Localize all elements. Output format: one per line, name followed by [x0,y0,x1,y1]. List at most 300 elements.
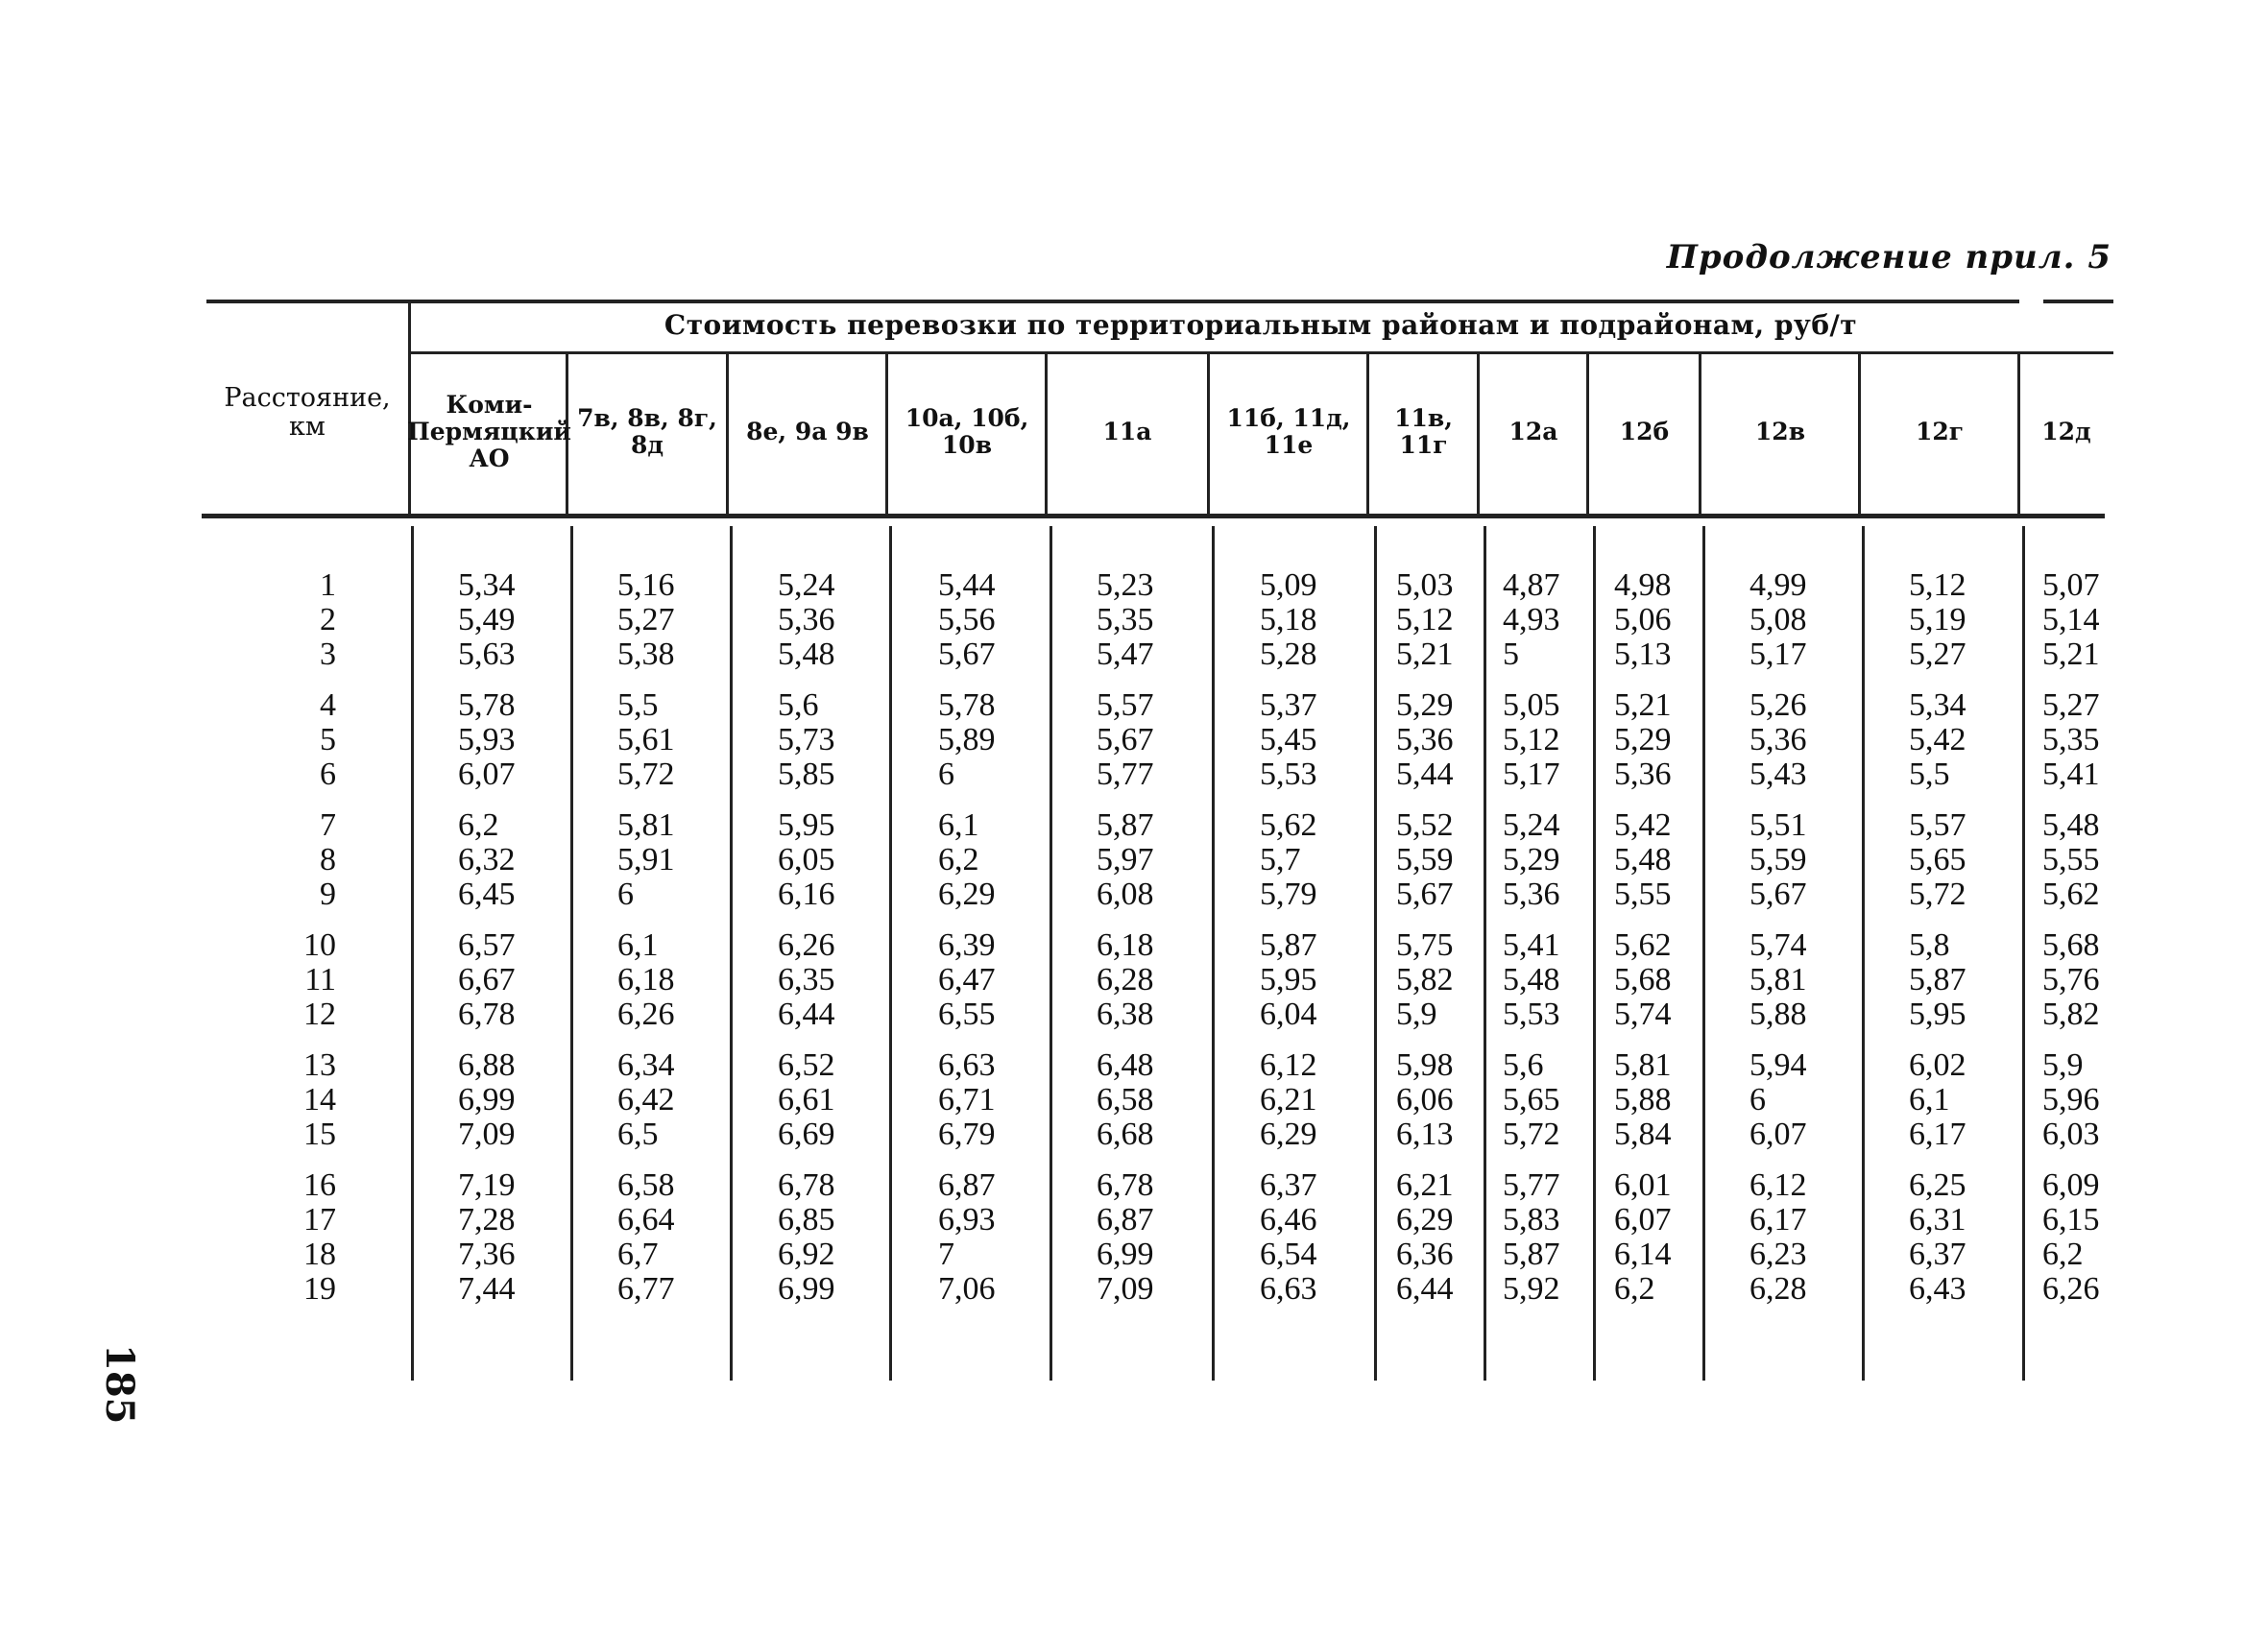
value-cell: 6,99 [1097,1237,1154,1272]
value-cell: 6,17 [1909,1117,1966,1152]
value-cell: 5,81 [617,807,675,843]
value-cell: 5,74 [1614,997,1672,1032]
row-group [1503,568,1560,672]
row-group [1097,688,1154,792]
row-group [269,688,336,792]
row-group [778,1168,835,1307]
distance-cell: 9 [320,877,336,912]
page-number: 185 [97,1344,142,1425]
row-group [1749,808,1807,912]
distance-cell: 4 [320,687,336,723]
value-column [1909,568,1966,1323]
value-cell: 5,62 [1260,807,1317,843]
value-cell: 5,63 [458,637,516,672]
value-cell: 5,84 [1614,1117,1672,1152]
value-cell: 5,35 [2042,722,2100,757]
value-cell: 5,28 [1260,637,1317,672]
value-cell: 6,57 [458,927,516,963]
row-group [617,1048,675,1152]
value-cell: 5,78 [938,687,996,723]
row-group [2042,1168,2100,1307]
value-cell: 5,62 [1614,927,1672,963]
value-cell: 6,88 [458,1047,516,1083]
value-cell: 5,95 [1260,962,1317,997]
value-cell: 5,45 [1260,722,1317,757]
row-group [1909,808,1966,912]
value-cell: 6,85 [778,1202,835,1238]
value-cell: 6,34 [617,1047,675,1083]
value-cell: 5,59 [1396,842,1454,877]
value-cell: 5,44 [938,567,996,603]
value-cell: 7,09 [458,1117,516,1152]
value-cell: 6 [1749,1082,1766,1117]
value-cell: 6,29 [938,877,996,912]
value-cell: 6,18 [1097,927,1154,963]
value-cell: 5,48 [2042,807,2100,843]
distance-cell: 16 [303,1167,336,1203]
row-group [1097,808,1154,912]
column-header: 11а [1102,418,1152,445]
row-group [1614,928,1672,1032]
distance-cell: 18 [303,1237,336,1272]
row-group [458,1048,516,1152]
body-divider [1593,526,1596,1381]
value-cell: 6,23 [1749,1237,1807,1272]
value-cell: 6,63 [938,1047,996,1083]
value-cell: 5,29 [1614,722,1672,757]
row-group [1749,1048,1807,1152]
value-cell: 5,29 [1396,687,1454,723]
column-header: 12г [1915,418,1965,445]
value-cell: 5,59 [1749,842,1807,877]
value-cell: 5,88 [1614,1082,1672,1117]
value-cell: 6,29 [1260,1117,1317,1152]
row-group [1909,928,1966,1032]
body-divider [1702,526,1705,1381]
value-cell: 5,12 [1396,602,1454,637]
row-group [1614,1168,1672,1307]
value-cell: 5,93 [458,722,516,757]
distance-column [269,568,336,1323]
row-group [1260,808,1317,912]
value-cell: 5,16 [617,567,675,603]
column-header: 8е, 9а 9в [746,418,869,445]
value-cell: 6,18 [617,962,675,997]
distance-cell: 7 [320,807,336,843]
column-header: 12б [1619,418,1670,445]
value-cell: 7,44 [458,1271,516,1307]
row-group [2042,568,2100,672]
value-cell: 6 [617,877,634,912]
value-cell: 6,02 [1909,1047,1966,1083]
body-divider [1212,526,1215,1381]
value-cell: 6,71 [938,1082,996,1117]
body-divider [411,526,414,1381]
caption: Продолжение прил. 5 [1666,238,2111,276]
value-column [1260,568,1317,1323]
row-group [1396,688,1454,792]
value-cell: 5,44 [1396,757,1454,792]
row-group [269,1168,336,1307]
row-group [1909,688,1966,792]
row-group [1097,1048,1154,1152]
value-cell: 5,77 [1097,757,1154,792]
value-cell: 6,07 [1614,1202,1672,1238]
value-cell: 5,57 [1097,687,1154,723]
value-cell: 6,37 [1260,1167,1317,1203]
value-cell: 5,87 [1260,927,1317,963]
row-group [938,808,996,912]
value-cell: 6,26 [2042,1271,2100,1307]
value-cell: 5,87 [1503,1237,1560,1272]
value-cell: 6,78 [458,997,516,1032]
value-cell: 5,48 [778,637,835,672]
header-distance: Расстояние, км [224,383,391,442]
value-cell: 5,27 [1909,637,1966,672]
row-group [269,1048,336,1152]
value-cell: 5,91 [617,842,675,877]
value-column [1097,568,1154,1323]
value-cell: 5,06 [1614,602,1672,637]
value-cell: 5,36 [1749,722,1807,757]
distance-cell: 2 [320,602,336,637]
value-cell: 5,68 [1614,962,1672,997]
value-cell: 5,12 [1909,567,1966,603]
row-group [1503,928,1560,1032]
row-group [617,1168,675,1307]
row-group [1260,928,1317,1032]
row-group [1614,568,1672,672]
distance-cell: 11 [304,962,336,997]
row-group [269,928,336,1032]
value-cell: 5,19 [1909,602,1966,637]
value-cell: 6,28 [1097,962,1154,997]
value-cell: 6,64 [617,1202,675,1238]
value-cell: 5,5 [617,687,659,723]
value-cell: 5,21 [1396,637,1454,672]
row-group [458,928,516,1032]
row-group [1396,568,1454,672]
row-group [1909,1048,1966,1152]
value-cell: 5,53 [1260,757,1317,792]
value-cell: 6,29 [1396,1202,1454,1238]
value-cell: 5,05 [1503,687,1560,723]
column-header: 7в, 8в, 8г, 8д [577,404,717,459]
value-cell: 6,35 [778,962,835,997]
row-group [1503,808,1560,912]
value-cell: 5,09 [1260,567,1317,603]
row-group [1614,808,1672,912]
header-divider [726,354,729,514]
distance-cell: 6 [320,757,336,792]
value-cell: 6,45 [458,877,516,912]
value-column [778,568,835,1323]
value-cell: 6,15 [2042,1202,2100,1238]
body-divider [1050,526,1052,1381]
distance-cell: 3 [320,637,336,672]
value-cell: 5,34 [458,567,516,603]
body-divider [1484,526,1486,1381]
value-cell: 5,07 [2042,567,2100,603]
distance-cell: 12 [303,997,336,1032]
header-span-title: Стоимость перевозки по территориальным районам и подрайонам, руб/т [664,309,1858,341]
value-cell: 6,21 [1260,1082,1317,1117]
row-group [458,688,516,792]
value-cell: 5,24 [1503,807,1560,843]
value-cell: 6,44 [778,997,835,1032]
value-cell: 6,26 [617,997,675,1032]
column-header: 12д [2041,418,2091,445]
value-cell: 7 [938,1237,954,1272]
value-cell: 5,74 [1749,927,1807,963]
value-cell: 6,92 [778,1237,835,1272]
row-group [1097,928,1154,1032]
value-cell: 5,96 [2042,1082,2100,1117]
value-cell: 5,24 [778,567,835,603]
value-column [1503,568,1560,1323]
row-group [938,568,996,672]
row-group [269,568,336,672]
value-cell: 6,87 [938,1167,996,1203]
value-cell: 5,55 [1614,877,1672,912]
value-cell: 5,72 [1503,1117,1560,1152]
value-cell: 7,09 [1097,1271,1154,1307]
value-cell: 5,36 [1503,877,1560,912]
row-group [2042,1048,2100,1152]
row-group [1503,1168,1560,1307]
value-cell: 5,65 [1909,842,1966,877]
value-cell: 6,77 [617,1271,675,1307]
value-cell: 5,51 [1749,807,1807,843]
value-cell: 5,55 [2042,842,2100,877]
value-cell: 6,07 [1749,1117,1807,1152]
row-group [458,808,516,912]
distance-cell: 19 [303,1271,336,1307]
value-cell: 5,76 [2042,962,2100,997]
value-cell: 4,93 [1503,602,1560,637]
value-cell: 5,82 [1396,962,1454,997]
distance-cell: 14 [303,1082,336,1117]
row-group [1503,688,1560,792]
value-cell: 6,2 [938,842,979,877]
value-cell: 6,54 [1260,1237,1317,1272]
value-cell: 6,06 [1396,1082,1454,1117]
value-cell: 5,57 [1909,807,1966,843]
value-cell: 5,17 [1503,757,1560,792]
value-cell: 6,99 [458,1082,516,1117]
value-cell: 4,87 [1503,567,1560,603]
row-group [1396,1048,1454,1152]
row-group [617,808,675,912]
value-cell: 5,95 [778,807,835,843]
value-cell: 6,08 [1097,877,1154,912]
distance-cell: 5 [320,722,336,757]
value-cell: 5,97 [1097,842,1154,877]
column-header: 11в, 11г [1394,404,1453,459]
value-column [617,568,675,1323]
value-cell: 5,65 [1503,1082,1560,1117]
row-group [938,1048,996,1152]
row-group [269,808,336,912]
row-group [1749,688,1807,792]
value-cell: 6,2 [2042,1237,2084,1272]
value-cell: 6,21 [1396,1167,1454,1203]
value-cell: 6,36 [1396,1237,1454,1272]
value-cell: 5,7 [1260,842,1301,877]
value-cell: 7,36 [458,1237,516,1272]
value-column [2042,568,2100,1323]
value-cell: 5,87 [1097,807,1154,843]
value-cell: 6,17 [1749,1202,1807,1238]
value-cell: 5,79 [1260,877,1317,912]
value-cell: 5,67 [938,637,996,672]
value-cell: 5,42 [1614,807,1672,843]
value-cell: 6,04 [1260,997,1317,1032]
value-cell: 6,14 [1614,1237,1672,1272]
row-group [1614,688,1672,792]
value-cell: 5,5 [1909,757,1950,792]
row-group [617,928,675,1032]
value-cell: 6,25 [1909,1167,1966,1203]
distance-cell: 17 [303,1202,336,1238]
value-cell: 5,85 [778,757,835,792]
row-group [1260,568,1317,672]
value-cell: 6,44 [1396,1271,1454,1307]
value-cell: 5,62 [2042,877,2100,912]
row-group [1260,1048,1317,1152]
value-cell: 6 [938,757,954,792]
column-header: 11б, 11д, 11е [1226,404,1351,459]
value-cell: 6,26 [778,927,835,963]
value-cell: 6,87 [1097,1202,1154,1238]
value-cell: 6,58 [617,1167,675,1203]
value-cell: 5,34 [1909,687,1966,723]
column-header: Коми-Пермяцкий АО [407,391,571,472]
value-cell: 6,52 [778,1047,835,1083]
value-cell: 5,43 [1749,757,1807,792]
row-group [1396,1168,1454,1307]
row-group [1749,568,1807,672]
value-cell: 5,17 [1749,637,1807,672]
row-group [1749,1168,1807,1307]
value-cell: 5,21 [1614,687,1672,723]
value-cell: 6,67 [458,962,516,997]
value-cell: 6,03 [2042,1117,2100,1152]
row-group [778,928,835,1032]
value-cell: 5,52 [1396,807,1454,843]
value-cell: 5,23 [1097,567,1154,603]
value-cell: 5,49 [458,602,516,637]
value-cell: 5,6 [778,687,819,723]
value-cell: 5,36 [778,602,835,637]
value-cell: 7,19 [458,1167,516,1203]
value-cell: 5,77 [1503,1167,1560,1203]
header-divider [1366,354,1369,514]
value-cell: 6,16 [778,877,835,912]
value-cell: 6,13 [1396,1117,1454,1152]
value-cell: 5,87 [1909,962,1966,997]
value-cell: 5,08 [1749,602,1807,637]
column-header: 12в [1754,418,1806,445]
value-cell: 6,12 [1749,1167,1807,1203]
row-group [458,1168,516,1307]
value-cell: 6,68 [1097,1117,1154,1152]
body-divider [889,526,892,1381]
value-cell: 5,35 [1097,602,1154,637]
value-cell: 4,99 [1749,567,1807,603]
value-cell: 6,93 [938,1202,996,1238]
top-rule [206,300,2019,303]
header-divider [885,354,888,514]
value-cell: 5,88 [1749,997,1807,1032]
value-cell: 5,9 [2042,1047,2084,1083]
value-cell: 5,67 [1097,722,1154,757]
value-cell: 5,13 [1614,637,1672,672]
value-cell: 6,31 [1909,1202,1966,1238]
value-cell: 5,82 [2042,997,2100,1032]
value-cell: 5 [1503,637,1519,672]
row-group [1909,568,1966,672]
value-cell: 5,03 [1396,567,1454,603]
row-group [1396,808,1454,912]
value-cell: 6,78 [1097,1167,1154,1203]
value-cell: 5,67 [1749,877,1807,912]
row-group [617,688,675,792]
value-cell: 6,09 [2042,1167,2100,1203]
value-cell: 6,63 [1260,1271,1317,1307]
value-column [1396,568,1454,1323]
value-cell: 6,55 [938,997,996,1032]
value-cell: 6,48 [1097,1047,1154,1083]
value-column [1749,568,1807,1323]
value-cell: 6,43 [1909,1271,1966,1307]
value-cell: 6,79 [938,1117,996,1152]
value-cell: 5,21 [2042,637,2100,672]
distance-cell: 8 [320,842,336,877]
value-column [1614,568,1672,1323]
value-cell: 5,41 [1503,927,1560,963]
value-column [938,568,996,1323]
row-group [938,928,996,1032]
value-cell: 5,95 [1909,997,1966,1032]
row-group [1097,568,1154,672]
value-cell: 6,37 [1909,1237,1966,1272]
row-group [778,808,835,912]
header-divider [2017,354,2020,514]
value-cell: 5,83 [1503,1202,1560,1238]
distance-cell: 10 [303,927,336,963]
value-cell: 6,28 [1749,1271,1807,1307]
value-cell: 6,1 [938,807,979,843]
value-cell: 5,48 [1614,842,1672,877]
header-divider [1045,354,1048,514]
value-cell: 6,1 [1909,1082,1950,1117]
row-group [1396,928,1454,1032]
row-group [938,688,996,792]
value-cell: 6,7 [617,1237,659,1272]
body-divider [1862,526,1865,1381]
value-cell: 5,42 [1909,722,1966,757]
distance-cell: 15 [303,1117,336,1152]
row-group [1097,1168,1154,1307]
value-cell: 5,9 [1396,997,1437,1032]
value-cell: 6,2 [458,807,499,843]
value-cell: 5,29 [1503,842,1560,877]
value-cell: 5,6 [1503,1047,1544,1083]
value-cell: 5,26 [1749,687,1807,723]
value-cell: 6,05 [778,842,835,877]
value-cell: 5,37 [1260,687,1317,723]
